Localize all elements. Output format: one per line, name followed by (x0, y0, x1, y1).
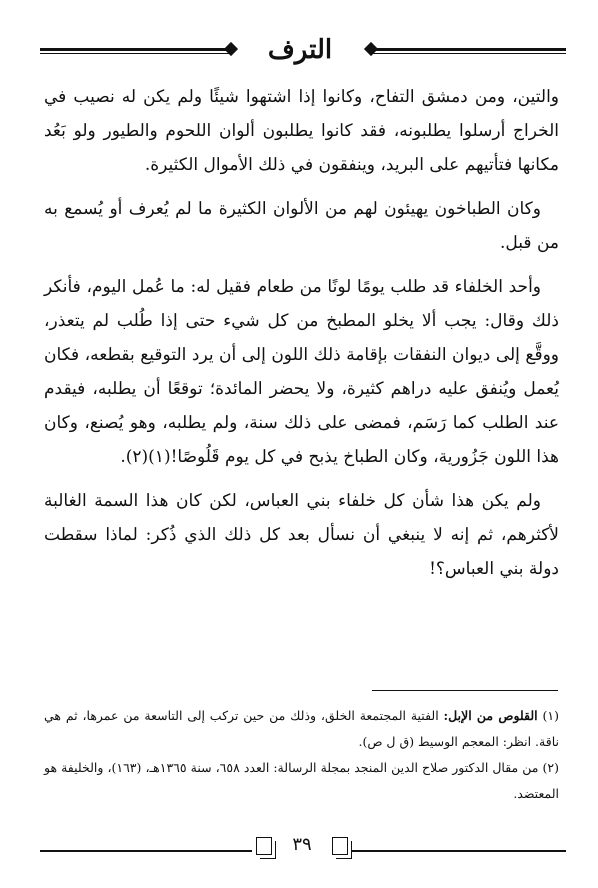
footnote-2: (٢) من مقال الدكتور صلاح الدين المنجد بمجلة الرسالة: العدد ٦٥٨، سنة ١٣٦٥هـ، (١٦٣)، والخليفة هو المعتضد. (44, 760, 560, 801)
footnote-separator (372, 690, 558, 691)
footnote-1-number: (١) (542, 708, 559, 723)
footnotes (44, 703, 559, 807)
paragraph-4: ولم يكن هذا شأن كل خلفاء بني العباس، لكن كان هذا السمة الغالبة لأكثرهم، ثم إنه لا ينبغي أن نسأل بعد كل ذلك الذي ذُكر: لماذا سقطت دولة بني العباس؟! (44, 491, 559, 579)
footer-rule-right (352, 850, 566, 852)
page-header (40, 32, 566, 72)
paragraph-2: وكان الطباخون يهيئون لهم من الألوان الكثيرة ما لم يُعرف أو يُسمع به من قبل. (44, 199, 559, 253)
header-rule-right (370, 48, 566, 51)
header-rule-left (40, 48, 230, 51)
footer-book-icon-right (332, 837, 348, 855)
footnote-1 (44, 703, 559, 755)
main-text (44, 80, 559, 596)
footer-book-icon-left (256, 837, 272, 855)
page-number: ٣٩ (292, 834, 312, 855)
running-head-title: الترف (267, 35, 333, 65)
footnote-1-text: الفتية المجتمعة الخلق، وذلك من حين تركب إلى التاسعة من عمرها، ثم هي ناقة. انظر: المعجم الوسيط (ق ل ص). (44, 708, 559, 749)
header-rule-right-thin (370, 53, 566, 54)
footnote-1-term: القلوص من الإبل: (443, 708, 538, 723)
page-footer (40, 832, 566, 862)
header-rule-left-thin (40, 53, 230, 54)
paragraph-3: وأحد الخلفاء قد طلب يومًا لونًا من طعام فقيل له: ما عُمل اليوم، فأنكر ذلك وقال: يجب ألا يخلو المطبخ من كل شيء حتى إذا طُلب لم يتعذر، ووقَّع إلى ديوان النفقات بإقامة ذلك اللون إلى أن يرد التوقيع بقطعه، فكان يُعمل ويُنفق عليه دراهم كثيرة، ولا يحضر المائدة؛ توقعًا أن يطلبه، فيقدم عند الطلب كما رَسَم، فمضى على ذلك سنة، ولم يطلبه، وهو يُصنع، وكان هذا اللون جَزُورية، وكان الطباخ يذبح في كل يوم قَلُوصًا!(١)(٢). (44, 277, 559, 467)
footer-rule-left (40, 850, 252, 852)
paragraph-1: والتين، ومن دمشق التفاح، وكانوا إذا اشتهوا شيئًا ولم يكن له نصيب في الخراج أرسلوا يطلبونه، فقد كانوا يطلبون ألوان اللحوم والطيور ولو بَعُد مكانها فتأتيهم على البريد، وينفقون في ذلك الأموال الكثيرة. (44, 87, 559, 175)
